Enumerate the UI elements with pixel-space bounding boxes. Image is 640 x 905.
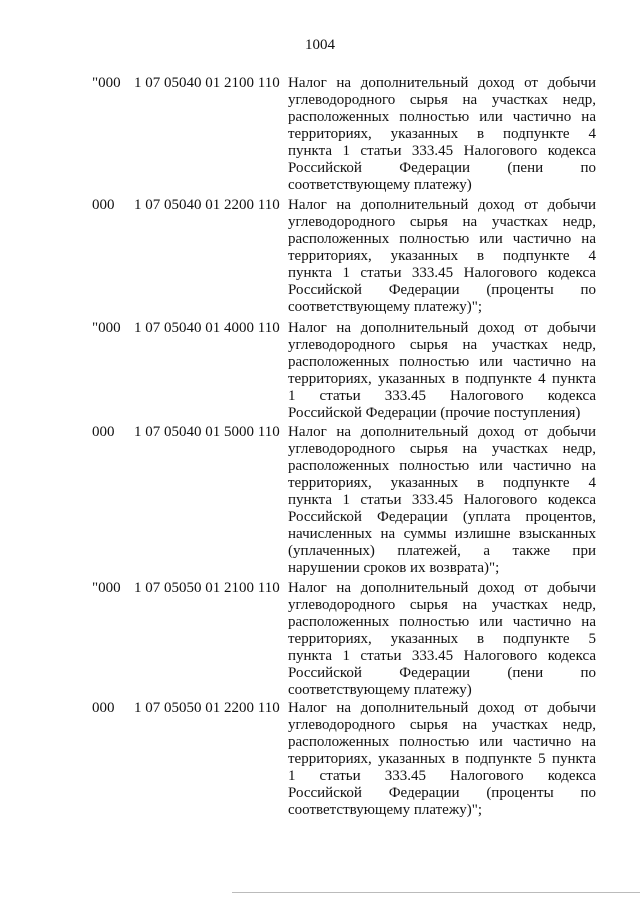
description-line: расположенных полностью или частично на xyxy=(288,734,596,750)
entry-description xyxy=(288,700,596,819)
description-line: Российской Федерации (проценты по xyxy=(288,785,596,801)
group-code: "000 xyxy=(92,580,121,596)
description-line: 1 статьи 333.45 Налогового кодекса xyxy=(288,768,596,784)
entry-description xyxy=(288,424,596,577)
entry-description xyxy=(288,320,596,422)
description-line: расположенных полностью или частично на xyxy=(288,109,596,125)
description-line: углеводородного сырья на участках недр, xyxy=(288,597,596,613)
description-line: расположенных полностью или частично на xyxy=(288,354,596,370)
page-number: 1004 xyxy=(305,37,335,53)
group-code: "000 xyxy=(92,75,121,91)
group-code: 000 xyxy=(92,197,115,213)
description-line: пункта 1 статьи 333.45 Налогового кодекса xyxy=(288,265,596,281)
entry-description xyxy=(288,75,596,194)
entry-description xyxy=(288,580,596,699)
description-line: Налог на дополнительный доход от добычи xyxy=(288,700,596,716)
group-code: 000 xyxy=(92,700,115,716)
description-line: Налог на дополнительный доход от добычи xyxy=(288,320,596,336)
description-line: Российской Федерации (уплата процентов, xyxy=(288,509,596,525)
group-code: 000 xyxy=(92,424,115,440)
budget-code: 1 07 05040 01 4000 110 xyxy=(134,320,280,336)
description-line: углеводородного сырья на участках недр, xyxy=(288,441,596,457)
description-line: расположенных полностью или частично на xyxy=(288,458,596,474)
description-line: соответствующему платежу)"; xyxy=(288,802,482,818)
description-line: нарушении сроков их возврата)"; xyxy=(288,560,500,576)
description-line: соответствующему платежу) xyxy=(288,682,472,698)
description-line: углеводородного сырья на участках недр, xyxy=(288,92,596,108)
description-line: пункта 1 статьи 333.45 Налогового кодекса xyxy=(288,492,596,508)
description-line: Налог на дополнительный доход от добычи xyxy=(288,75,596,91)
budget-code: 1 07 05040 01 2100 110 xyxy=(134,75,280,91)
description-line: Налог на дополнительный доход от добычи xyxy=(288,197,596,213)
description-line: Российской Федерации (проценты по xyxy=(288,282,596,298)
description-line: Налог на дополнительный доход от добычи xyxy=(288,424,596,440)
description-line: Российской Федерации (пени по xyxy=(288,160,596,176)
description-line: Налог на дополнительный доход от добычи xyxy=(288,580,596,596)
description-line: углеводородного сырья на участках недр, xyxy=(288,214,596,230)
description-line: территориях, указанных в подпункте 4 xyxy=(288,248,596,264)
description-line: территориях, указанных в подпункте 4 xyxy=(288,475,596,491)
budget-code: 1 07 05050 01 2200 110 xyxy=(134,700,280,716)
description-line: углеводородного сырья на участках недр, xyxy=(288,337,596,353)
description-line: территориях, указанных в подпункте 4 пункта xyxy=(288,371,596,387)
budget-code: 1 07 05050 01 2100 110 xyxy=(134,580,280,596)
budget-code: 1 07 05040 01 5000 110 xyxy=(134,424,280,440)
description-line: (уплаченных) платежей, а также при xyxy=(288,543,596,559)
description-line: расположенных полностью или частично на xyxy=(288,231,596,247)
description-line: пункта 1 статьи 333.45 Налогового кодекса xyxy=(288,648,596,664)
description-line: территориях, указанных в подпункте 5 xyxy=(288,631,596,647)
description-line: территориях, указанных в подпункте 5 пункта xyxy=(288,751,596,767)
description-line: соответствующему платежу)"; xyxy=(288,299,482,315)
description-line: 1 статьи 333.45 Налогового кодекса xyxy=(288,388,596,404)
description-line: начисленных на суммы излишне взысканных xyxy=(288,526,596,542)
description-line: Российской Федерации (пени по xyxy=(288,665,596,681)
description-line: Российской Федерации (прочие поступления) xyxy=(288,405,581,421)
description-line: расположенных полностью или частично на xyxy=(288,614,596,630)
group-code: "000 xyxy=(92,320,121,336)
description-line: соответствующему платежу) xyxy=(288,177,472,193)
description-line: углеводородного сырья на участках недр, xyxy=(288,717,596,733)
description-line: территориях, указанных в подпункте 4 xyxy=(288,126,596,142)
entry-description xyxy=(288,197,596,316)
page-edge-divider xyxy=(232,892,640,893)
description-line: пункта 1 статьи 333.45 Налогового кодекса xyxy=(288,143,596,159)
budget-code: 1 07 05040 01 2200 110 xyxy=(134,197,280,213)
